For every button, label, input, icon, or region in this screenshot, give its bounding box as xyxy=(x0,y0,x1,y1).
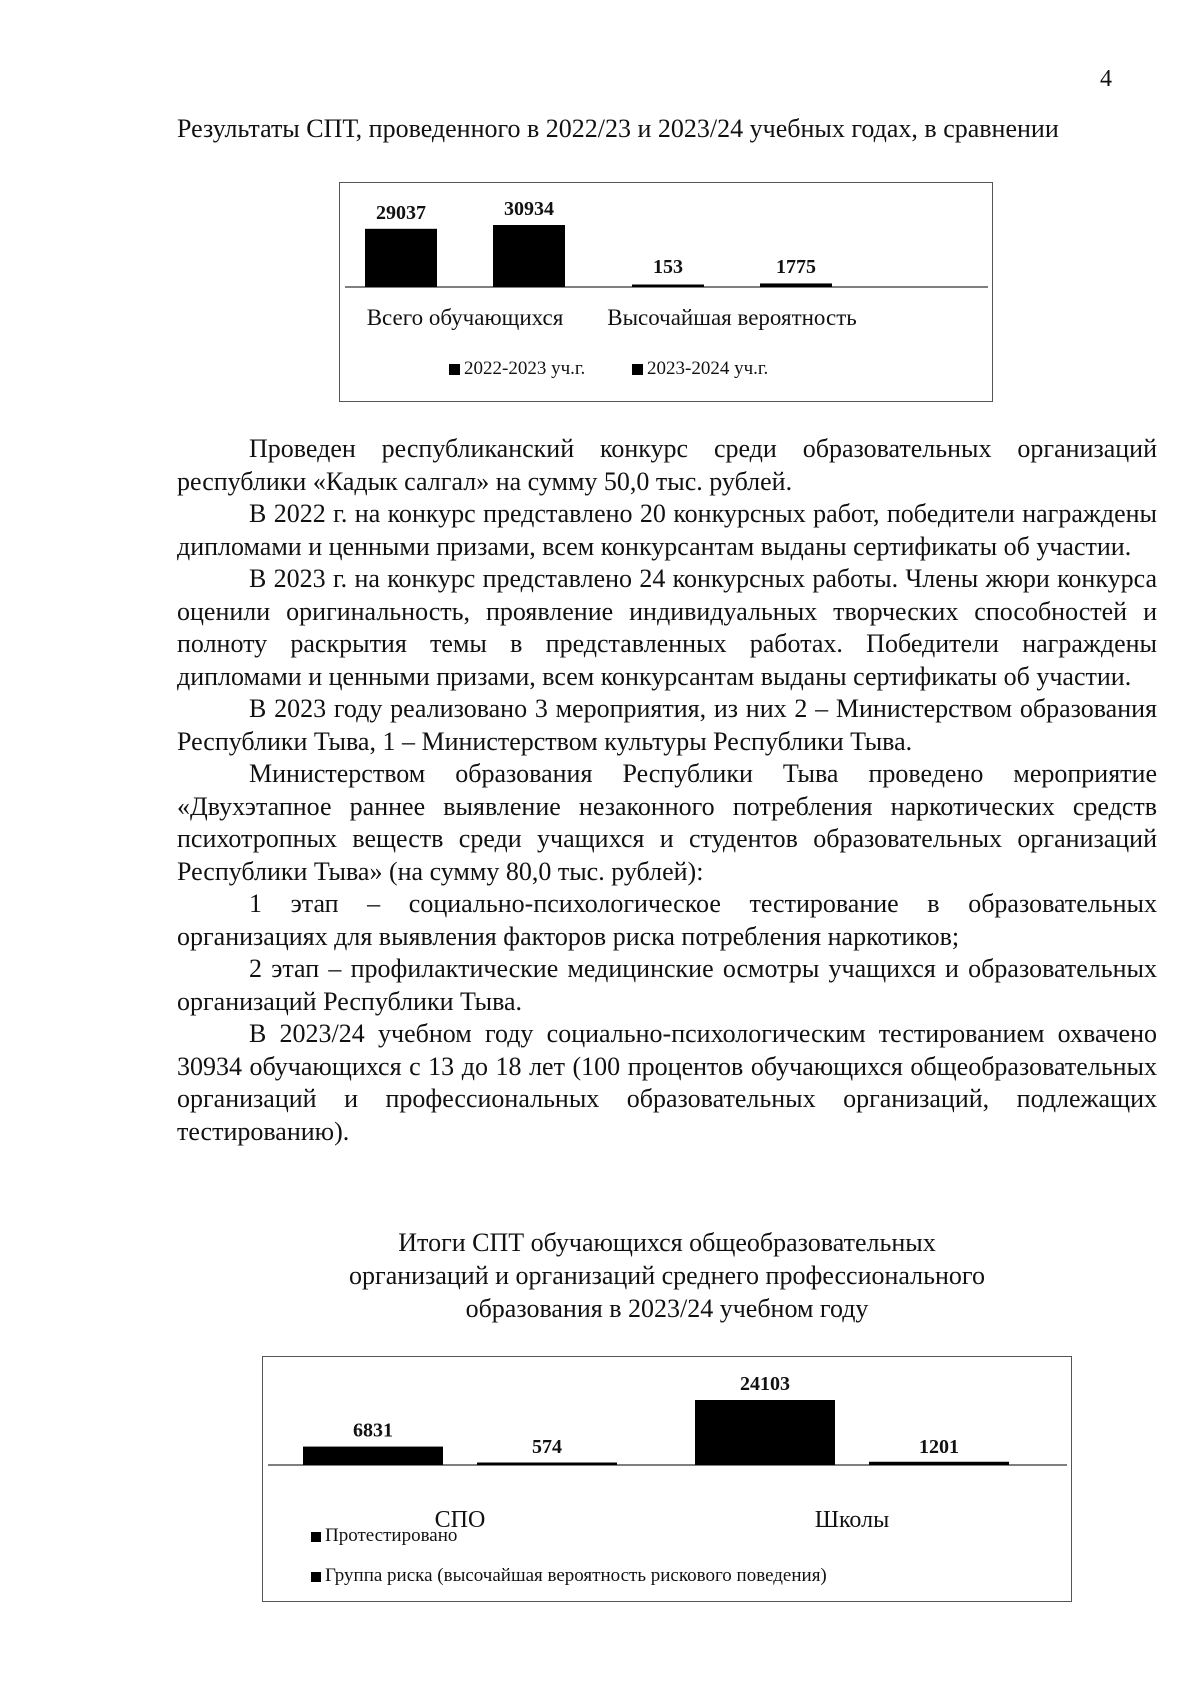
page-number: 4 xyxy=(1100,66,1112,92)
chart2-heading-line-1: Итоги СПТ обучающихся общеобразовательных xyxy=(398,1228,936,1257)
legend-label-2: 2023-2024 уч.г. xyxy=(647,358,769,379)
category-label-1: СПО xyxy=(434,1507,486,1533)
paragraph-7: 2 этап – профилактические медицинские осмотры учащихся и образовательных организаций Республики Тыва. xyxy=(177,954,1157,1016)
legend-label-2: Группа риска (высочайшая вероятность рискового поведения) xyxy=(325,1565,827,1586)
paragraph-3: В 2023 г. на конкурс представлено 24 конкурсных работы. Члены жюри конкурса оценили оригинальность, проявление индивидуальных творческих способностей и полноту раскрытия темы в представленных работах. Победители награждены дипломами и ценными призами, всем конкурсантам выданы сертификаты об участии. xyxy=(177,564,1157,691)
data-label-2-2: 1201 xyxy=(919,1436,959,1458)
chart2-heading-line-2: организаций и организаций среднего профессионального xyxy=(349,1261,985,1290)
paragraph-5: Министерством образования Республики Тыва проведено мероприятие «Двухэтапное раннее выявление незаконного потребления наркотических средств психотропных веществ среди учащихся и студентов образовательных организаций Республики Тыва» (на сумму 80,0 тыс. рублей): xyxy=(177,759,1157,886)
bar-1-2 xyxy=(493,225,565,287)
legend-swatch-2 xyxy=(311,1572,321,1582)
category-label-2: Высочайшая вероятность xyxy=(607,305,857,330)
bar-2-2 xyxy=(869,1462,1009,1465)
bar-2-2 xyxy=(760,283,832,287)
legend-swatch-2 xyxy=(632,364,643,375)
paragraph-8: В 2023/24 учебном году социально-психологическим тестированием охвачено 30934 обучающихся с 13 до 18 лет (100 процентов обучающихся общеобразовательных организаций и профессиональных образовательных организаций, подлежащих тестированию). xyxy=(177,1019,1157,1146)
paragraph-4: В 2023 году реализовано 3 мероприятия, из них 2 – Министерством образования Республики Тыва, 1 – Министерством культуры Республики Тыва. xyxy=(177,694,1157,756)
bar-2-1 xyxy=(695,1400,835,1465)
chart1-heading: Результаты СПТ, проведенного в 2022/23 и 2023/24 учебных годах, в сравнении xyxy=(177,114,1059,143)
data-label-1-1: 29037 xyxy=(376,201,426,224)
chart-results xyxy=(263,1357,1071,1601)
legend-swatch-1 xyxy=(449,364,460,375)
legend-label-1: Протестировано xyxy=(325,1525,458,1546)
data-label-2-1: 153 xyxy=(653,256,683,278)
bar-2-1 xyxy=(632,285,704,288)
chart-results-frame xyxy=(262,1356,1072,1602)
legend-label-1: 2022-2023 уч.г. xyxy=(464,358,586,379)
legend-swatch-1 xyxy=(311,1532,321,1542)
paragraph-6: 1 этап – социально-психологическое тестирование в образовательных организациях для выявления факторов риска потребления наркотиков; xyxy=(177,889,1157,951)
data-label-1-2: 30934 xyxy=(504,198,554,220)
data-label-2-2: 1775 xyxy=(776,256,816,278)
bar-1-2 xyxy=(477,1463,617,1466)
data-label-1-2: 574 xyxy=(532,1436,562,1458)
body-text xyxy=(177,433,1157,1148)
data-label-2-1: 24103 xyxy=(740,1373,790,1395)
paragraph-2: В 2022 г. на конкурс представлено 20 конкурсных работ, победители награждены дипломами и ценными призами, всем конкурсантам выданы сертификаты об участии. xyxy=(177,499,1157,561)
chart2-heading xyxy=(177,1226,1157,1325)
paragraph-1: Проведен республиканский конкурс среди образовательных организаций республики «Кадык салгал» на сумму 50,0 тыс. рублей. xyxy=(177,434,1157,496)
chart2-heading-line-3: образования в 2023/24 учебном году xyxy=(465,1294,869,1323)
bar-1-1 xyxy=(365,229,437,287)
chart-comparison-frame xyxy=(339,182,993,402)
category-label-1: Всего обучающихся xyxy=(366,305,564,330)
chart-comparison xyxy=(340,183,992,401)
bar-1-1 xyxy=(303,1447,443,1465)
data-label-1-1: 6831 xyxy=(353,1419,393,1442)
category-label-2: Школы xyxy=(814,1507,890,1533)
